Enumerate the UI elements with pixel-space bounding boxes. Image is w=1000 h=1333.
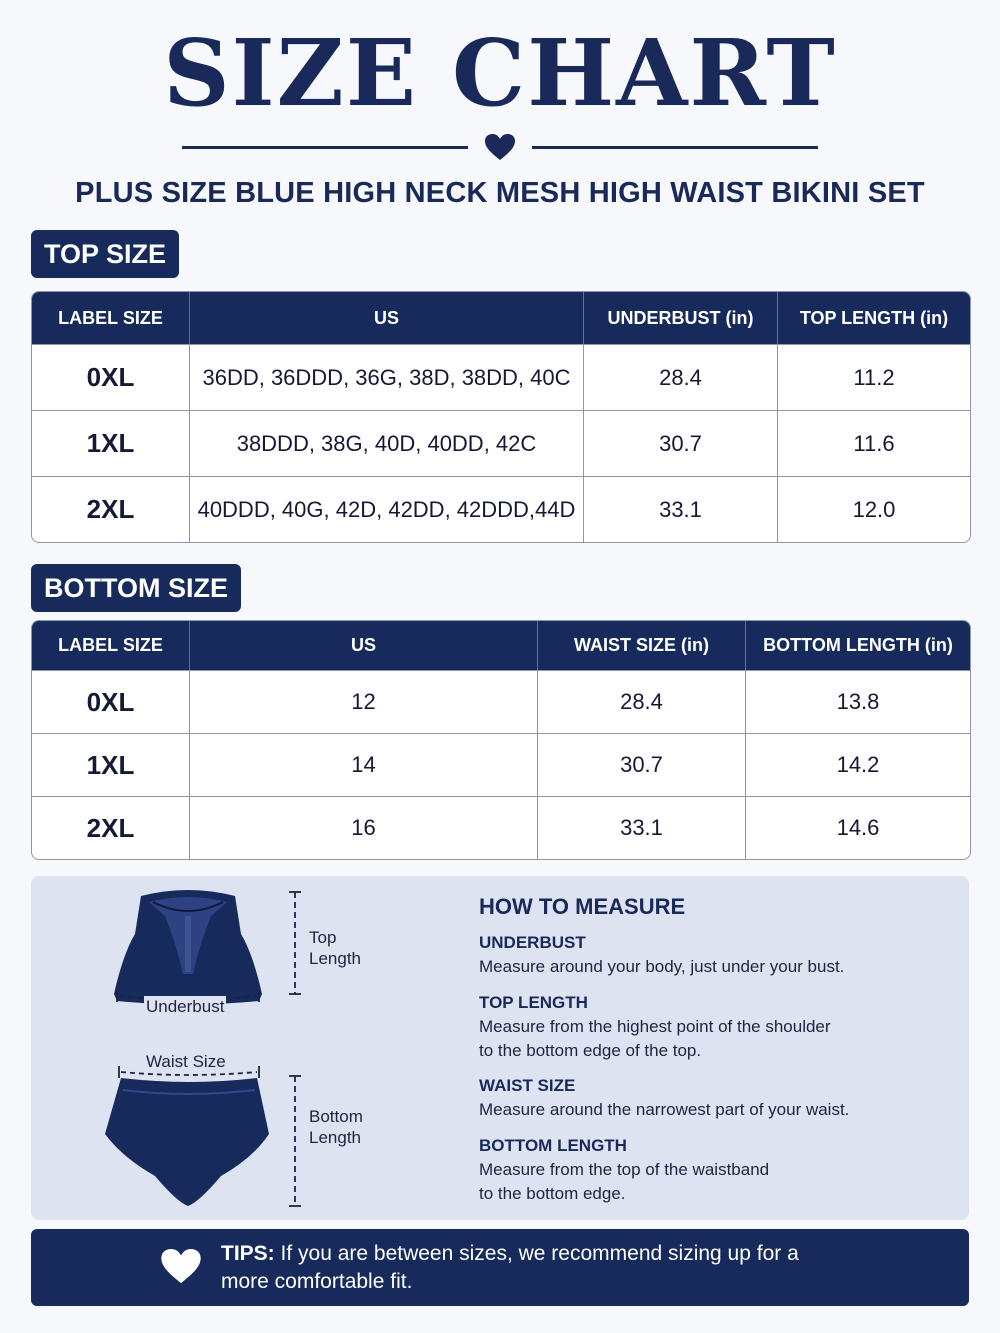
- top-length-instructions: [479, 1015, 899, 1063]
- top-size-badge: TOP SIZE: [31, 230, 179, 278]
- title-divider-left: [182, 146, 468, 149]
- tips-line-text: If you are between sizes, we recommend sizing up for a: [274, 1242, 799, 1265]
- header-waist-size: WAIST SIZE (in): [538, 621, 746, 670]
- header-bottom-length: BOTTOM LENGTH (in): [746, 621, 970, 670]
- bottom-size-table: [31, 620, 971, 860]
- table-row: [32, 670, 970, 733]
- bottom-size-badge: BOTTOM SIZE: [31, 564, 241, 612]
- product-subtitle: PLUS SIZE BLUE HIGH NECK MESH HIGH WAIST BIKINI SET: [75, 177, 925, 209]
- instruction-line: to the bottom edge.: [479, 1184, 626, 1203]
- bottom-length-cell: 14.6: [746, 796, 970, 859]
- header-us: US: [190, 292, 584, 344]
- header-label-size: LABEL SIZE: [32, 292, 190, 344]
- us-size-cell: 12: [190, 670, 538, 733]
- title-divider-right: [532, 146, 818, 149]
- top-length-cell: 11.6: [778, 410, 970, 476]
- label-size-cell: 2XL: [32, 476, 190, 542]
- bottom-length-label-line: Length: [309, 1128, 361, 1147]
- label-size-cell: 2XL: [32, 796, 190, 859]
- bottom-length-cell: 13.8: [746, 670, 970, 733]
- table-header-row: [32, 292, 970, 344]
- tips-line: more comfortable fit.: [221, 1270, 413, 1293]
- tips-text: [221, 1240, 881, 1296]
- heart-icon: [160, 1247, 202, 1285]
- bottom-length-cell: 14.2: [746, 733, 970, 796]
- table-row: [32, 410, 970, 476]
- waist-size-cell: 28.4: [538, 670, 746, 733]
- bikini-bottom-illustration: [105, 1078, 269, 1206]
- header-label-size: LABEL SIZE: [32, 621, 190, 670]
- us-size-cell: 38DDD, 38G, 40D, 40DD, 42C: [190, 410, 584, 476]
- underbust-instructions: [479, 955, 899, 979]
- top-length-cell: 11.2: [778, 344, 970, 410]
- label-size-cell: 1XL: [32, 410, 190, 476]
- us-size-cell: 36DD, 36DDD, 36G, 38D, 38DD, 40C: [190, 344, 584, 410]
- bikini-top-illustration: [114, 890, 262, 1005]
- tips-label: TIPS:: [221, 1242, 275, 1265]
- measurement-diagram: [31, 876, 471, 1220]
- page-title: SIZE CHART: [163, 19, 837, 127]
- table-row: [32, 733, 970, 796]
- underbust-cell: 33.1: [584, 476, 778, 542]
- us-size-cell: 40DDD, 40G, 42D, 42DD, 42DDD,44D: [190, 476, 584, 542]
- us-size-cell: 14: [190, 733, 538, 796]
- how-to-measure-title: HOW TO MEASURE: [479, 894, 686, 919]
- underbust-heading: UNDERBUST: [479, 933, 586, 952]
- header-us: US: [190, 621, 538, 670]
- table-row: [32, 476, 970, 542]
- us-size-cell: 16: [190, 796, 538, 859]
- header-top-length: TOP LENGTH (in): [778, 292, 970, 344]
- waist-size-heading: WAIST SIZE: [479, 1076, 576, 1095]
- table-row: [32, 796, 970, 859]
- top-length-heading: TOP LENGTH: [479, 993, 588, 1012]
- heart-icon: [484, 133, 516, 161]
- table-row: [32, 344, 970, 410]
- instruction-line: to the bottom edge of the top.: [479, 1041, 702, 1060]
- label-size-cell: 0XL: [32, 670, 190, 733]
- underbust-label: Underbust: [146, 997, 225, 1016]
- bottom-length-label-line: Bottom: [309, 1107, 363, 1126]
- bottom-length-instructions: [479, 1158, 899, 1206]
- top-size-table: [31, 291, 971, 543]
- waist-size-instructions: [479, 1098, 899, 1122]
- instruction-line: Measure from the top of the waistband: [479, 1160, 770, 1179]
- instruction-line: Measure around your body, just under your bust.: [479, 957, 845, 976]
- bottom-length-label: [309, 1106, 363, 1148]
- top-length-cell: 12.0: [778, 476, 970, 542]
- waist-size-label: Waist Size: [146, 1052, 226, 1071]
- label-size-cell: 1XL: [32, 733, 190, 796]
- top-length-label-line: Top: [309, 928, 337, 947]
- table-header-row: [32, 621, 970, 670]
- waist-size-cell: 33.1: [538, 796, 746, 859]
- instruction-line: Measure from the highest point of the shoulder: [479, 1017, 831, 1036]
- bottom-length-heading: BOTTOM LENGTH: [479, 1136, 627, 1155]
- instruction-line: Measure around the narrowest part of your waist.: [479, 1100, 850, 1119]
- tips-line: [221, 1240, 881, 1268]
- underbust-cell: 28.4: [584, 344, 778, 410]
- waist-size-cell: 30.7: [538, 733, 746, 796]
- header-underbust: UNDERBUST (in): [584, 292, 778, 344]
- top-length-label: [309, 927, 361, 969]
- label-size-cell: 0XL: [32, 344, 190, 410]
- underbust-cell: 30.7: [584, 410, 778, 476]
- top-length-label-line: Length: [309, 949, 361, 968]
